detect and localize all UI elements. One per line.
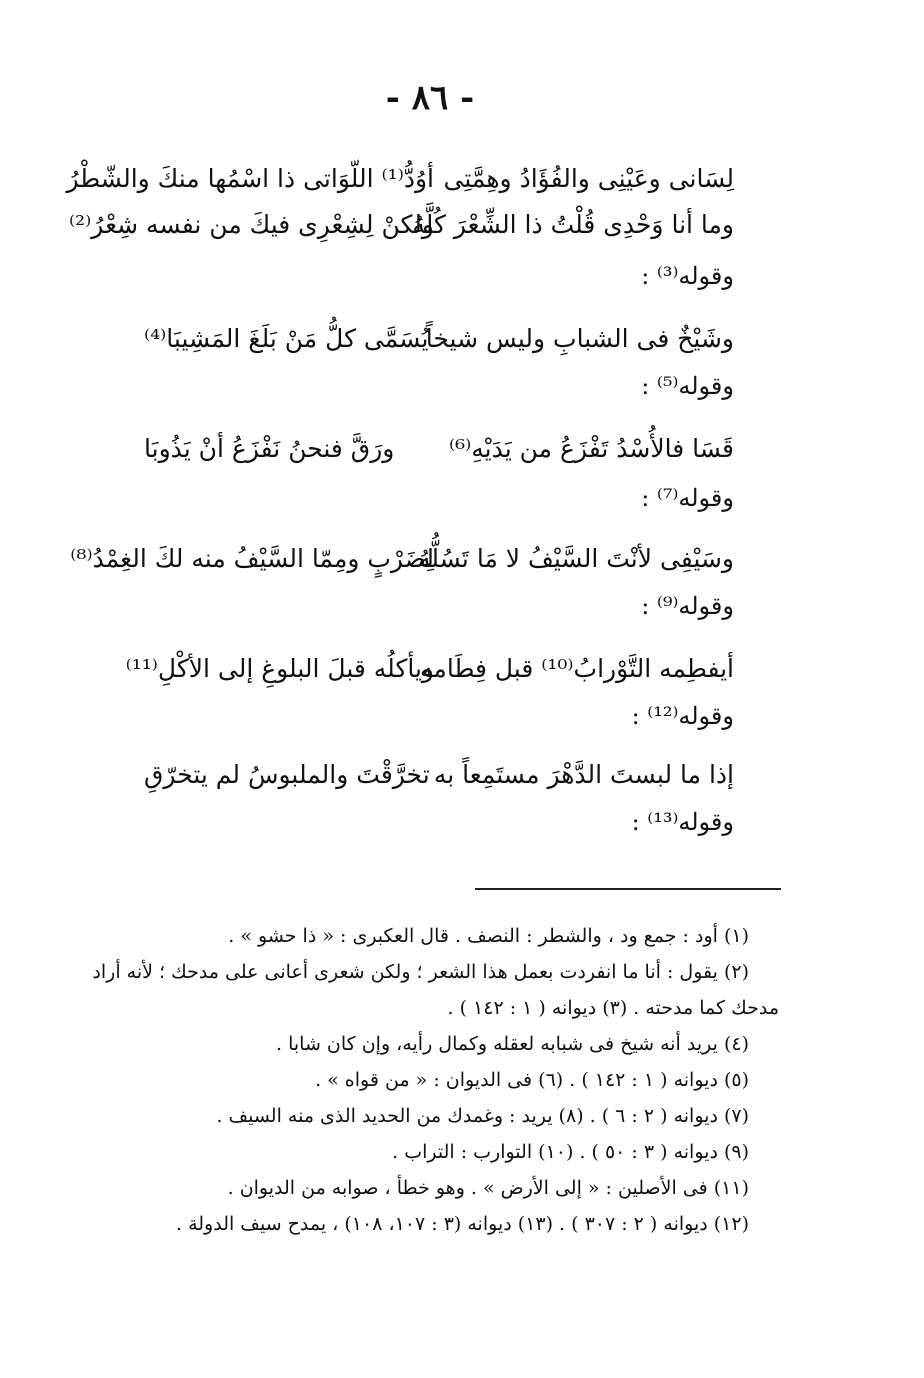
verse-line bbox=[125, 648, 734, 688]
footnote: (١٢) ديوانه ( ٢ : ٣٠٧ ) . (١٣) ديوانه (٣ : ١٠٧، ١٠٨) ، يمدح سيف الدولة . bbox=[175, 1213, 749, 1235]
verse-first-hemistich: إذا ما لبستَ الدَّهْرَ مستَمِعاً به bbox=[433, 759, 734, 789]
verse-intro: وقوله⁽⁵⁾ : bbox=[641, 372, 734, 400]
footnote: (١١) فى الأصلين : « إلى الأرض » . وهو خطأ ، صوابه من الديوان . bbox=[227, 1177, 749, 1199]
verse-line bbox=[144, 318, 734, 358]
verse-second-hemistich: ولكنْ لِشِعْرِى فيكَ من نفسه شِعْرُ⁽²⁾ bbox=[68, 209, 434, 239]
page-number: - ٨٦ - bbox=[385, 78, 475, 118]
verse-first-hemistich: لِسَانى وعَيْنِى والفُؤَادُ وهِمَّتِى bbox=[443, 163, 734, 193]
verse-first-hemistich: أيفطِمه التَّوْرابُ⁽¹⁰⁾ قبل فِطَامه bbox=[420, 653, 734, 683]
verse-intro: وقوله⁽¹³⁾ : bbox=[631, 808, 734, 836]
verse-second-hemistich: يُسَمَّى كلُّ مَنْ بَلَغَ المَشِيبَا⁽⁴⁾ bbox=[144, 323, 429, 353]
verse-second-hemistich: ورَقَّ فنحنُ نَفْزَعُ أنْ يَذُوبَا bbox=[144, 433, 395, 463]
verse-first-hemistich: وسَيْفِى لأنْتَ السَّيْفُ لا مَا تَسُلُّهُ bbox=[417, 543, 734, 573]
footnote: (٩) ديوانه ( ٣ : ٥٠ ) . (١٠) التوارب : التراب . bbox=[392, 1141, 749, 1163]
footnote: (٢) يقول : أنا ما انفردت بعمل هذا الشعر ؛ ولكن شعرى أعانى على مدحك ؛ لأنه أراد bbox=[92, 961, 749, 983]
verse-first-hemistich: قَسَا فالأُسْدُ تَفْزَعُ من يَدَيْهِ⁽⁶⁾ bbox=[448, 433, 734, 463]
verse-first-hemistich: وما أنا وَحْدِى قُلْتُ ذا الشِّعْرَ كُلَّهُ bbox=[412, 209, 734, 239]
verse-intro: وقوله⁽¹²⁾ : bbox=[631, 702, 734, 730]
verse-first-hemistich: وشَيْخٌ فى الشبابِ وليس شيخاً bbox=[425, 323, 734, 353]
verse-line bbox=[144, 428, 734, 468]
footnote: (١) أود : جمع ود ، والشطر : النصف . قال العكبرى : « ذا حشو » . bbox=[228, 925, 749, 947]
footnote: (٤) يريد أنه شيخ فى شبابه لعقله وكمال رأيه، وإن كان شابا . bbox=[276, 1033, 749, 1055]
footnote-divider bbox=[475, 888, 781, 890]
verse-intro: وقوله⁽⁷⁾ : bbox=[641, 484, 734, 512]
footnotes bbox=[92, 918, 779, 1242]
footnote-continuation: مدحك كما مدحته . (٣) ديوانه ( ١ : ١٤٢ ) . bbox=[447, 997, 779, 1019]
verse-second-hemistich: تخرَّقْتَ والملبوسُ لم يتخرّقِ bbox=[144, 759, 430, 789]
verse-second-hemistich: أوُدُّ⁽¹⁾ اللّوَاتى ذا اسْمُها منكَ والشّطْرُ bbox=[66, 163, 434, 193]
verse-intro: وقوله⁽³⁾ : bbox=[641, 262, 734, 290]
verse-line bbox=[144, 754, 734, 794]
verse-intro: وقوله⁽⁹⁾ : bbox=[641, 592, 734, 620]
verse-second-hemistich: ويأكلُه قبلَ البلوغِ إلى الأكْلِ⁽¹¹⁾ bbox=[125, 653, 434, 683]
verse-line bbox=[70, 538, 734, 578]
verse-line bbox=[66, 158, 734, 198]
verse-second-hemistich: لِضَرْبٍ ومِمّا السَّيْفُ منه لكَ الغِمْدُ⁽⁸⁾ bbox=[70, 543, 434, 573]
footnote: (٥) ديوانه ( ١ : ١٤٢ ) . (٦) فى الديوان : « من قواه » . bbox=[315, 1069, 749, 1091]
verse-line bbox=[68, 204, 734, 244]
footnote: (٧) ديوانه ( ٢ : ٦ ) . (٨) يريد : وغمدك من الحديد الذى منه السيف . bbox=[216, 1105, 749, 1127]
